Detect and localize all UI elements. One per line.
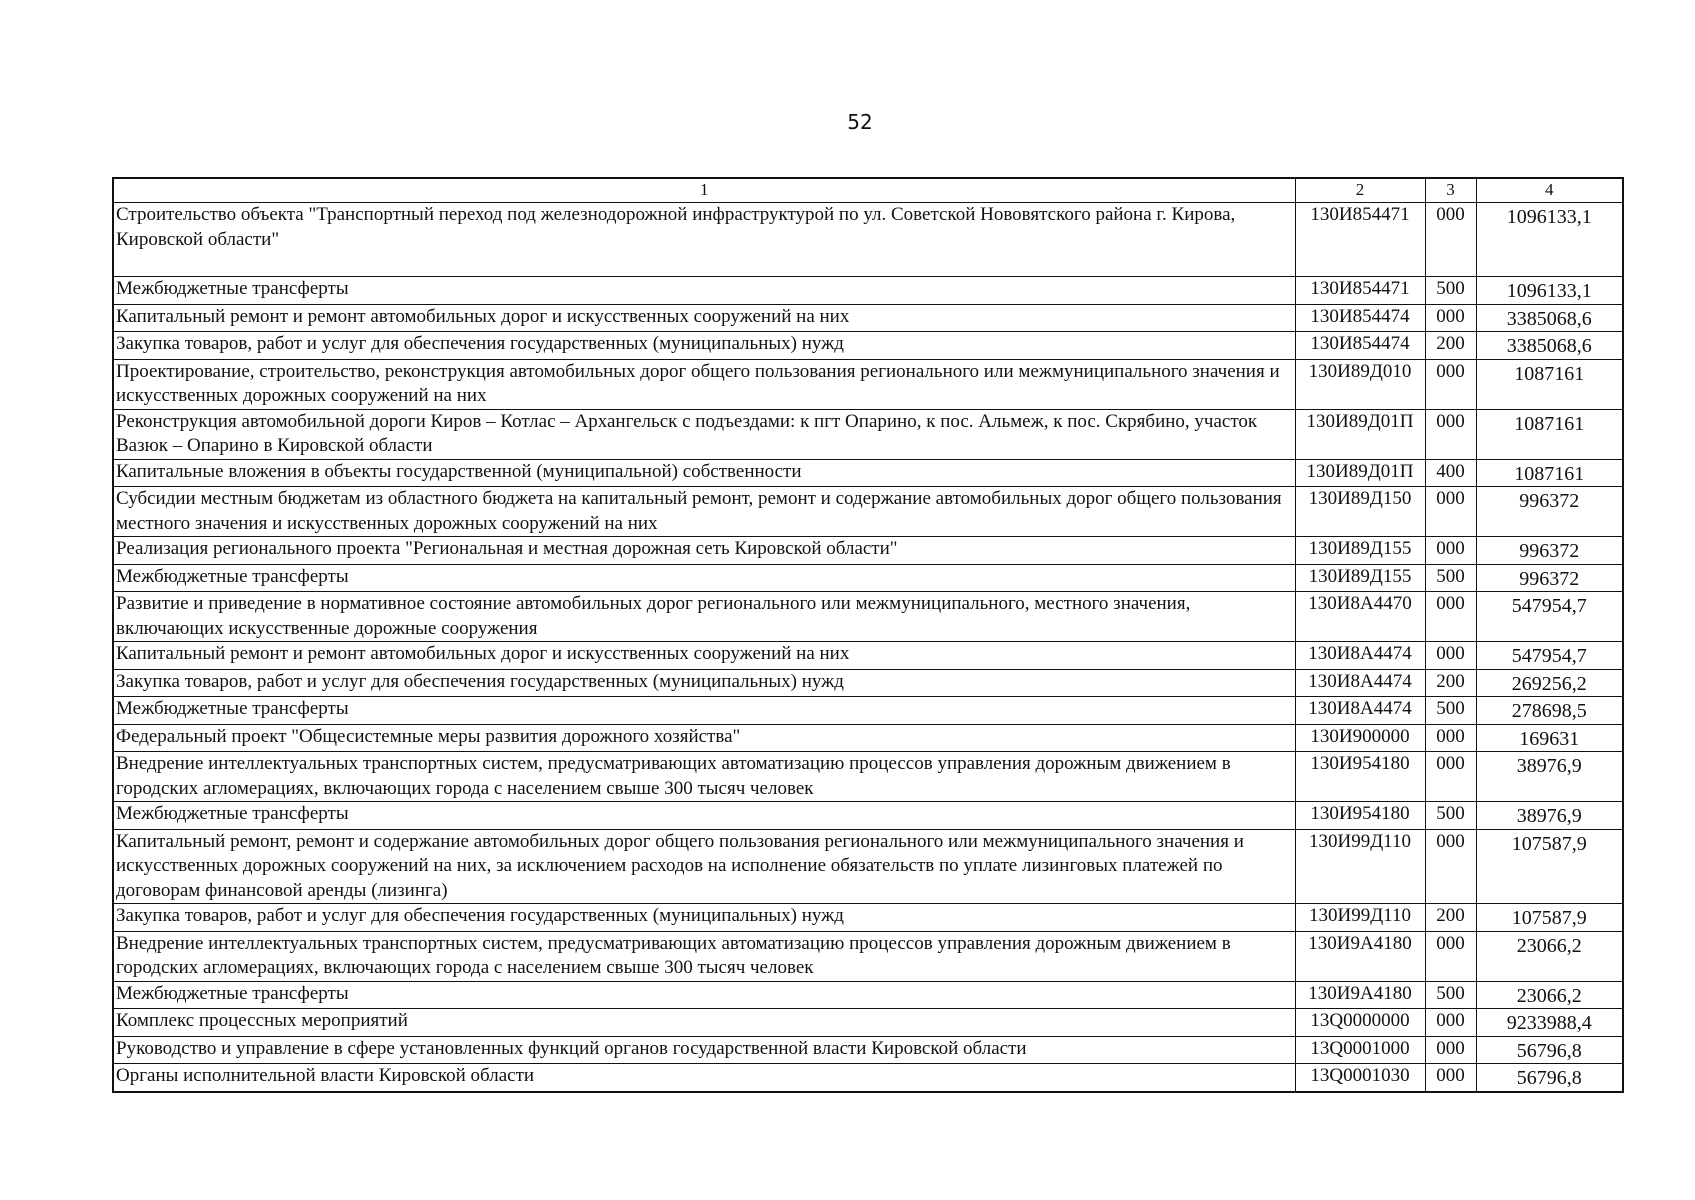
- row-amount-cell: 38976,9: [1476, 752, 1623, 802]
- row-vr-cell: 000: [1425, 304, 1476, 332]
- row-amount-cell: 107587,9: [1476, 904, 1623, 932]
- row-amount-cell: 547954,7: [1476, 592, 1623, 642]
- table-row: [113, 359, 1623, 409]
- row-vr-cell: 200: [1425, 332, 1476, 360]
- row-vr-cell: 400: [1425, 459, 1476, 487]
- row-vr-cell: 000: [1425, 409, 1476, 459]
- row-name-cell: Капитальный ремонт и ремонт автомобильных дорог и искусственных сооружений на них: [113, 304, 1295, 332]
- row-name-cell: Внедрение интеллектуальных транспортных систем, предусматривающих автоматизацию процессов управления дорожным движением в городских агломерациях, включающих города с населением свыше 300 тысяч человек: [113, 931, 1295, 981]
- row-vr-cell: 000: [1425, 1036, 1476, 1064]
- row-name-cell: Закупка товаров, работ и услуг для обеспечения государственных (муниципальных) нужд: [113, 669, 1295, 697]
- row-vr-cell: 500: [1425, 564, 1476, 592]
- row-name-cell: Субсидии местным бюджетам из областного бюджета на капитальный ремонт, ремонт и содержание автомобильных дорог общего пользования местного значения и искусственных дорожных сооружений на них: [113, 487, 1295, 537]
- row-vr-cell: 000: [1425, 537, 1476, 565]
- row-name-cell: Проектирование, строительство, реконструкция автомобильных дорог общего пользования регионального или межмуниципального значения и искусственных дорожных сооружений на них: [113, 359, 1295, 409]
- row-code-cell: 130И99Д110: [1295, 904, 1425, 932]
- table-row: [113, 277, 1623, 305]
- table-row: [113, 1009, 1623, 1037]
- row-name-cell: Реализация регионального проекта "Региональная и местная дорожная сеть Кировской области": [113, 537, 1295, 565]
- table-row: [113, 409, 1623, 459]
- row-vr-cell: 000: [1425, 592, 1476, 642]
- row-name-cell: Закупка товаров, работ и услуг для обеспечения государственных (муниципальных) нужд: [113, 904, 1295, 932]
- row-name-cell: Межбюджетные трансферты: [113, 564, 1295, 592]
- row-code-cell: 130И99Д110: [1295, 829, 1425, 904]
- row-code-cell: 130И8А4470: [1295, 592, 1425, 642]
- row-code-cell: 130И900000: [1295, 724, 1425, 752]
- row-name-cell: Межбюджетные трансферты: [113, 802, 1295, 830]
- header-name: 1: [113, 178, 1295, 203]
- row-code-cell: 130И954180: [1295, 752, 1425, 802]
- row-amount-cell: 9233988,4: [1476, 1009, 1623, 1037]
- row-code-cell: 130И854474: [1295, 304, 1425, 332]
- table-row: [113, 642, 1623, 670]
- table-row: [113, 697, 1623, 725]
- table-row: [113, 904, 1623, 932]
- row-vr-cell: 000: [1425, 724, 1476, 752]
- row-code-cell: 130И8А4474: [1295, 669, 1425, 697]
- row-vr-cell: 500: [1425, 802, 1476, 830]
- header-amount: 4: [1476, 178, 1623, 203]
- row-amount-cell: 996372: [1476, 487, 1623, 537]
- row-code-cell: 130И854474: [1295, 332, 1425, 360]
- row-vr-cell: 000: [1425, 203, 1476, 277]
- row-code-cell: 130И854471: [1295, 203, 1425, 277]
- row-code-cell: 130И9А4180: [1295, 981, 1425, 1009]
- row-code-cell: 13Q0001030: [1295, 1064, 1425, 1092]
- row-code-cell: 130И89Д155: [1295, 537, 1425, 565]
- row-vr-cell: 200: [1425, 669, 1476, 697]
- row-vr-cell: 000: [1425, 752, 1476, 802]
- table-row: [113, 304, 1623, 332]
- row-vr-cell: 000: [1425, 359, 1476, 409]
- row-amount-cell: 56796,8: [1476, 1036, 1623, 1064]
- row-vr-cell: 000: [1425, 829, 1476, 904]
- row-amount-cell: 547954,7: [1476, 642, 1623, 670]
- row-code-cell: 130И89Д155: [1295, 564, 1425, 592]
- row-amount-cell: 1087161: [1476, 359, 1623, 409]
- row-vr-cell: 000: [1425, 931, 1476, 981]
- row-vr-cell: 000: [1425, 1009, 1476, 1037]
- row-amount-cell: 278698,5: [1476, 697, 1623, 725]
- row-code-cell: 130И9А4180: [1295, 931, 1425, 981]
- row-code-cell: 130И854471: [1295, 277, 1425, 305]
- row-name-cell: Капитальные вложения в объекты государственной (муниципальной) собственности: [113, 459, 1295, 487]
- table-row: [113, 592, 1623, 642]
- row-vr-cell: 000: [1425, 642, 1476, 670]
- table-row: [113, 981, 1623, 1009]
- row-code-cell: 130И89Д01П: [1295, 409, 1425, 459]
- row-vr-cell: 500: [1425, 981, 1476, 1009]
- row-name-cell: Реконструкция автомобильной дороги Киров – Котлас – Архангельск с подъездами: к пгт Опарино, к пос. Альмеж, к пос. Скрябино, участок Вазюк – Опарино в Кировской области: [113, 409, 1295, 459]
- table-row: [113, 724, 1623, 752]
- table-row: [113, 669, 1623, 697]
- row-amount-cell: 996372: [1476, 537, 1623, 565]
- row-name-cell: Строительство объекта "Транспортный переход под железнодорожной инфраструктурой по ул. Советской Нововятского района г. Кирова, Кировской области": [113, 203, 1295, 277]
- table-row: [113, 332, 1623, 360]
- table-row: [113, 537, 1623, 565]
- row-name-cell: Межбюджетные трансферты: [113, 697, 1295, 725]
- row-code-cell: 130И8А4474: [1295, 697, 1425, 725]
- row-amount-cell: 169631: [1476, 724, 1623, 752]
- table-row: [113, 829, 1623, 904]
- row-amount-cell: 56796,8: [1476, 1064, 1623, 1092]
- row-amount-cell: 269256,2: [1476, 669, 1623, 697]
- row-code-cell: 130И89Д010: [1295, 359, 1425, 409]
- row-name-cell: Капитальный ремонт и ремонт автомобильных дорог и искусственных сооружений на них: [113, 642, 1295, 670]
- row-amount-cell: 3385068,6: [1476, 304, 1623, 332]
- row-amount-cell: 23066,2: [1476, 931, 1623, 981]
- row-name-cell: Закупка товаров, работ и услуг для обеспечения государственных (муниципальных) нужд: [113, 332, 1295, 360]
- row-amount-cell: 23066,2: [1476, 981, 1623, 1009]
- table-row: [113, 203, 1623, 277]
- header-vr: 3: [1425, 178, 1476, 203]
- budget-table: [112, 177, 1624, 1093]
- row-amount-cell: 1087161: [1476, 459, 1623, 487]
- table-row: [113, 1064, 1623, 1092]
- row-amount-cell: 3385068,6: [1476, 332, 1623, 360]
- table-row: [113, 802, 1623, 830]
- row-name-cell: Развитие и приведение в нормативное состояние автомобильных дорог регионального или межмуниципального, местного значения, включающих искусственные дорожные сооружения: [113, 592, 1295, 642]
- budget-table-container: [112, 177, 1622, 1093]
- row-code-cell: 13Q0000000: [1295, 1009, 1425, 1037]
- row-vr-cell: 500: [1425, 277, 1476, 305]
- row-name-cell: Органы исполнительной власти Кировской области: [113, 1064, 1295, 1092]
- row-vr-cell: 200: [1425, 904, 1476, 932]
- table-row: [113, 1036, 1623, 1064]
- row-name-cell: Комплекс процессных мероприятий: [113, 1009, 1295, 1037]
- row-amount-cell: 996372: [1476, 564, 1623, 592]
- row-name-cell: Капитальный ремонт, ремонт и содержание автомобильных дорог общего пользования регионального или межмуниципального значения и искусственных дорожных сооружений на них, за исключением расходов на исполнение обязательств по уплате лизинговых платежей по договорам финансовой аренды (лизинга): [113, 829, 1295, 904]
- row-vr-cell: 500: [1425, 697, 1476, 725]
- table-row: [113, 459, 1623, 487]
- row-vr-cell: 000: [1425, 1064, 1476, 1092]
- row-name-cell: Внедрение интеллектуальных транспортных систем, предусматривающих автоматизацию процессов управления дорожным движением в городских агломерациях, включающих города с населением свыше 300 тысяч человек: [113, 752, 1295, 802]
- row-amount-cell: 1096133,1: [1476, 203, 1623, 277]
- row-name-cell: Межбюджетные трансферты: [113, 277, 1295, 305]
- table-header-row: [113, 178, 1623, 203]
- table-body: [113, 203, 1623, 1092]
- table-row: [113, 564, 1623, 592]
- table-row: [113, 487, 1623, 537]
- header-code: 2: [1295, 178, 1425, 203]
- row-code-cell: 130И89Д01П: [1295, 459, 1425, 487]
- row-amount-cell: 107587,9: [1476, 829, 1623, 904]
- row-amount-cell: 38976,9: [1476, 802, 1623, 830]
- table-row: [113, 931, 1623, 981]
- table-row: [113, 752, 1623, 802]
- row-code-cell: 130И89Д150: [1295, 487, 1425, 537]
- row-code-cell: 13Q0001000: [1295, 1036, 1425, 1064]
- row-code-cell: 130И954180: [1295, 802, 1425, 830]
- row-name-cell: Федеральный проект "Общесистемные меры развития дорожного хозяйства": [113, 724, 1295, 752]
- row-amount-cell: 1096133,1: [1476, 277, 1623, 305]
- page-number: 52: [847, 110, 873, 134]
- row-vr-cell: 000: [1425, 487, 1476, 537]
- row-amount-cell: 1087161: [1476, 409, 1623, 459]
- row-code-cell: 130И8А4474: [1295, 642, 1425, 670]
- row-name-cell: Межбюджетные трансферты: [113, 981, 1295, 1009]
- row-name-cell: Руководство и управление в сфере установленных функций органов государственной власти Кировской области: [113, 1036, 1295, 1064]
